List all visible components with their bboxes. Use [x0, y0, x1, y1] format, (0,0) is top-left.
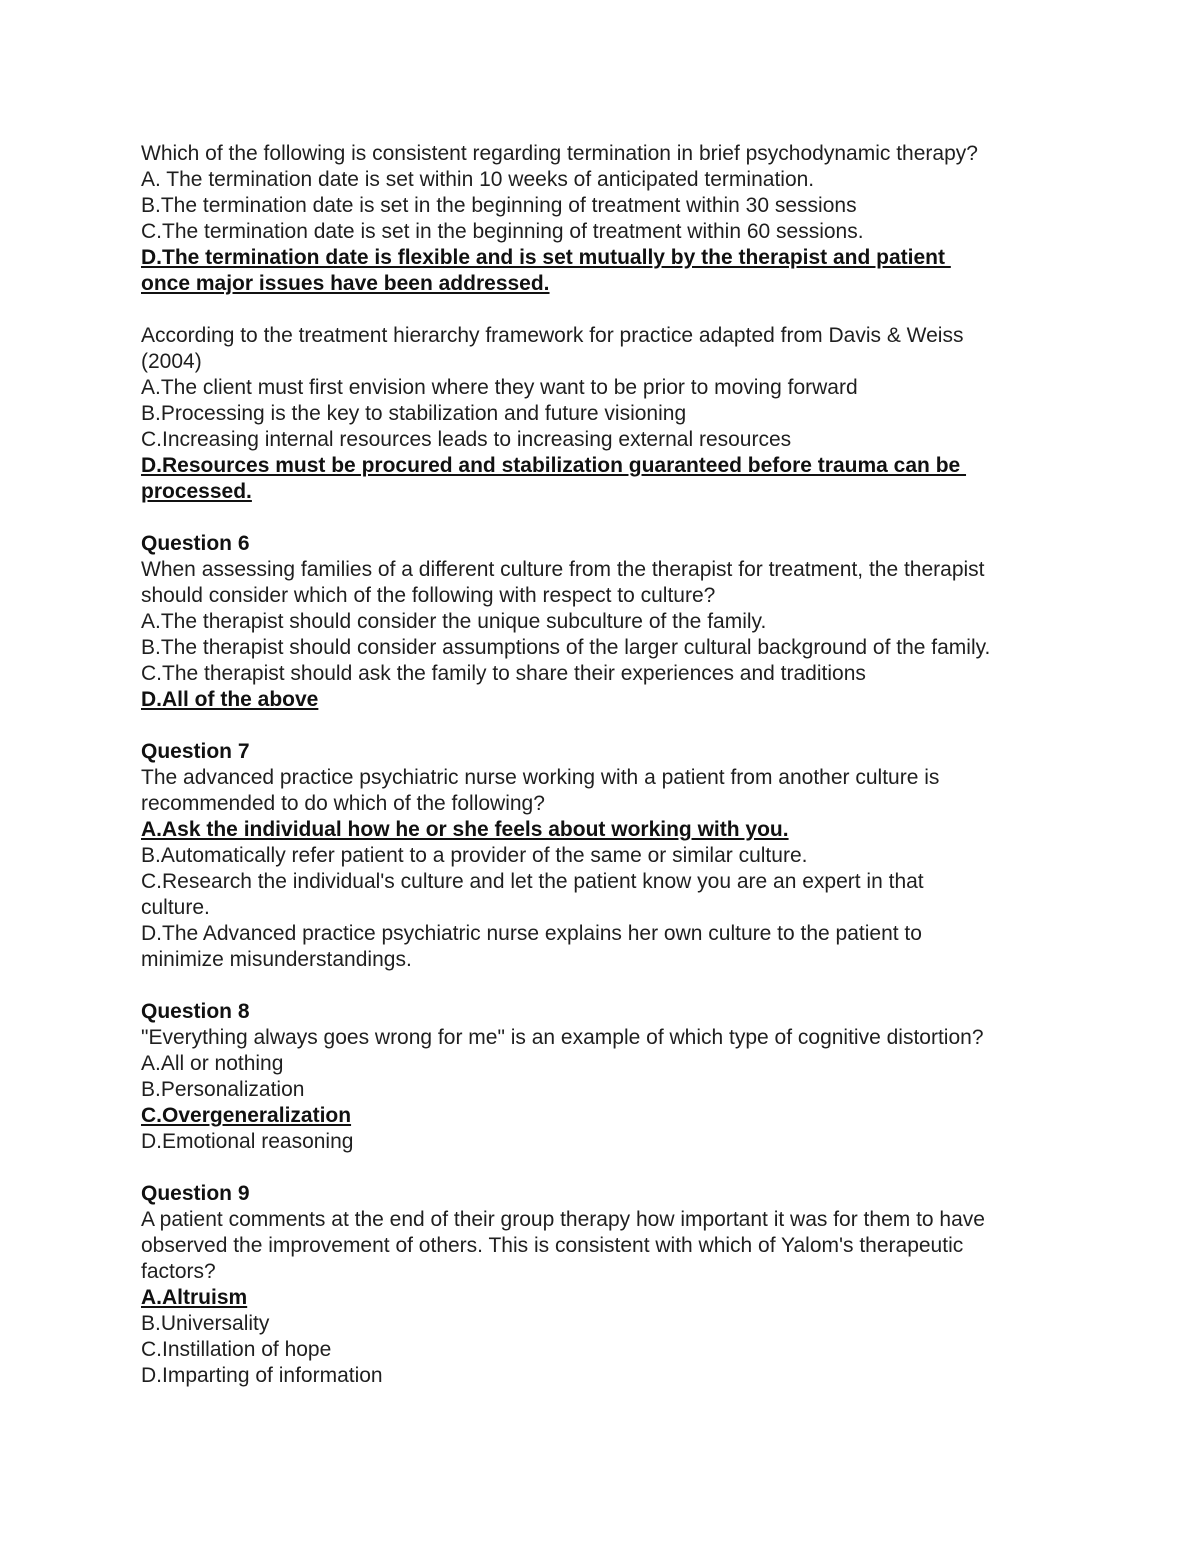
- question-stem: A patient comments at the end of their group therapy how important it was for them to have: [141, 1208, 985, 1231]
- option-c: C.Instillation of hope: [141, 1338, 332, 1361]
- question-stem: According to the treatment hierarchy framework for practice adapted from Davis & Weiss: [141, 324, 964, 347]
- option-c-continued: culture.: [141, 896, 210, 919]
- question-8: [141, 999, 1071, 1155]
- option-a: A. The termination date is set within 10 weeks of anticipated termination.: [141, 168, 815, 191]
- option-d: D.Imparting of information: [141, 1364, 383, 1387]
- question-6: [141, 531, 1071, 713]
- option-c: C.Increasing internal resources leads to increasing external resources: [141, 428, 792, 451]
- spacer: [141, 713, 1071, 739]
- question-stem: "Everything always goes wrong for me" is an example of which type of cognitive distortion?: [141, 1026, 984, 1049]
- spacer: [141, 973, 1071, 999]
- question-heading: Question 9: [141, 1182, 250, 1205]
- option-b: B.The therapist should consider assumptions of the larger cultural background of the family.: [141, 636, 991, 659]
- spacer: [141, 505, 1071, 531]
- correct-answer-d-continued: processed.: [141, 480, 252, 503]
- question-stem-continued: recommended to do which of the following?: [141, 792, 545, 815]
- option-d-continued: minimize misunderstandings.: [141, 948, 412, 971]
- option-a: A.The client must first envision where they want to be prior to moving forward: [141, 376, 858, 399]
- question-termination: [141, 141, 1071, 297]
- question-treatment-hierarchy: [141, 323, 1071, 505]
- option-a: A.The therapist should consider the unique subculture of the family.: [141, 610, 767, 633]
- option-b: B.Personalization: [141, 1078, 305, 1101]
- question-7: [141, 739, 1071, 973]
- option-a: A.All or nothing: [141, 1052, 284, 1075]
- question-9: [141, 1181, 1071, 1389]
- question-stem: The advanced practice psychiatric nurse working with a patient from another culture is: [141, 766, 940, 789]
- option-b: B.Universality: [141, 1312, 270, 1335]
- correct-answer-d: D.The termination date is flexible and is set mutually by the therapist and patient: [141, 246, 951, 269]
- option-b: B.The termination date is set in the beginning of treatment within 30 sessions: [141, 194, 857, 217]
- option-c: C.The termination date is set in the beginning of treatment within 60 sessions.: [141, 220, 864, 243]
- option-c: C.The therapist should ask the family to share their experiences and traditions: [141, 662, 866, 685]
- option-b: B.Processing is the key to stabilization and future visioning: [141, 402, 687, 425]
- correct-answer-d: D.Resources must be procured and stabilization guaranteed before trauma can be: [141, 454, 967, 477]
- question-heading: Question 6: [141, 532, 250, 555]
- question-heading: Question 8: [141, 1000, 250, 1023]
- spacer: [141, 1155, 1071, 1181]
- question-stem: Which of the following is consistent regarding termination in brief psychodynamic therapy?: [141, 142, 978, 165]
- correct-answer-d-continued: once major issues have been addressed.: [141, 272, 550, 295]
- option-d: D.The Advanced practice psychiatric nurse explains her own culture to the patient to: [141, 922, 922, 945]
- option-b: B.Automatically refer patient to a provider of the same or similar culture.: [141, 844, 808, 867]
- option-c: C.Research the individual's culture and let the patient know you are an expert in that: [141, 870, 924, 893]
- question-stem-continued: observed the improvement of others. This is consistent with which of Yalom's therapeutic: [141, 1234, 964, 1257]
- question-stem-continued: (2004): [141, 350, 202, 373]
- correct-answer-d: D.All of the above: [141, 688, 319, 711]
- option-d: D.Emotional reasoning: [141, 1130, 354, 1153]
- question-stem: When assessing families of a different culture from the therapist for treatment, the therapist: [141, 558, 985, 581]
- spacer: [141, 297, 1071, 323]
- correct-answer-a: A.Altruism: [141, 1286, 248, 1309]
- correct-answer-c: C.Overgeneralization: [141, 1104, 352, 1127]
- document-page: [141, 141, 1071, 1389]
- question-heading: Question 7: [141, 740, 250, 763]
- question-stem-continued: factors?: [141, 1260, 216, 1283]
- correct-answer-a: A.Ask the individual how he or she feels about working with you.: [141, 818, 789, 841]
- question-stem-continued: should consider which of the following with respect to culture?: [141, 584, 716, 607]
